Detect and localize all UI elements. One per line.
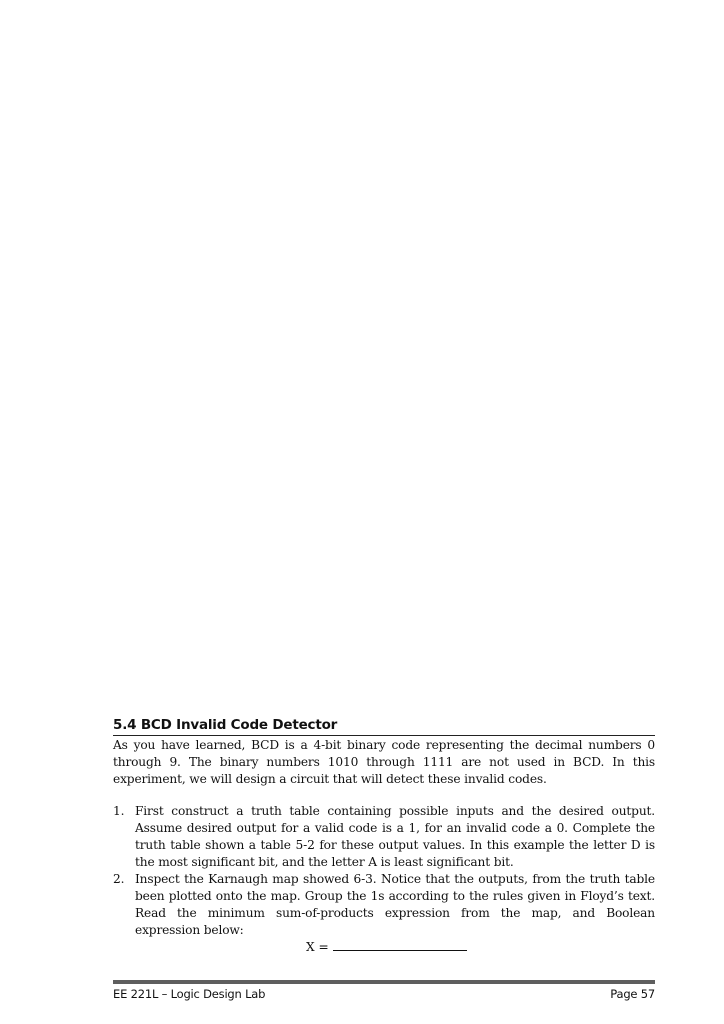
list-item <box>113 871 655 939</box>
section-title: 5.4 BCD Invalid Code Detector <box>113 716 655 736</box>
footer-page-number: Page 57 <box>610 987 655 1001</box>
step-number: 1. <box>113 804 125 818</box>
steps-list <box>113 803 655 939</box>
boolean-expression-line <box>113 939 655 956</box>
step-number: 2. <box>113 872 125 886</box>
step-text: Inspect the Karnaugh map showed 6-3. Notice that the outputs, from the truth table been plotted onto the map. Group the 1s according to the rules given in Floyd’s text. Read the minimum sum-of-products expression from the map, and Boolean expression below: <box>135 872 655 937</box>
list-item <box>113 803 655 871</box>
footer-rule <box>113 980 655 984</box>
equation-label: X = <box>306 940 333 954</box>
step-text: First construct a truth table containing possible inputs and the desired output. Assume desired output for a valid code is a 1, for an invalid code a 0. Complete the truth table shown a table 5-2 for these output values. In this example the letter D is the most significant bit, and the letter A is least significant bit. <box>135 804 655 869</box>
intro-paragraph: As you have learned, BCD is a 4-bit binary code representing the decimal numbers 0 through 9. The binary numbers 1010 through 1111 are not used in BCD. In this experiment, we will design a circuit that will detect these invalid codes. <box>113 738 655 786</box>
footer-course-title: EE 221L – Logic Design Lab <box>113 987 266 1001</box>
answer-blank <box>333 939 467 951</box>
section-bcd-invalid-code-detector <box>113 716 655 956</box>
